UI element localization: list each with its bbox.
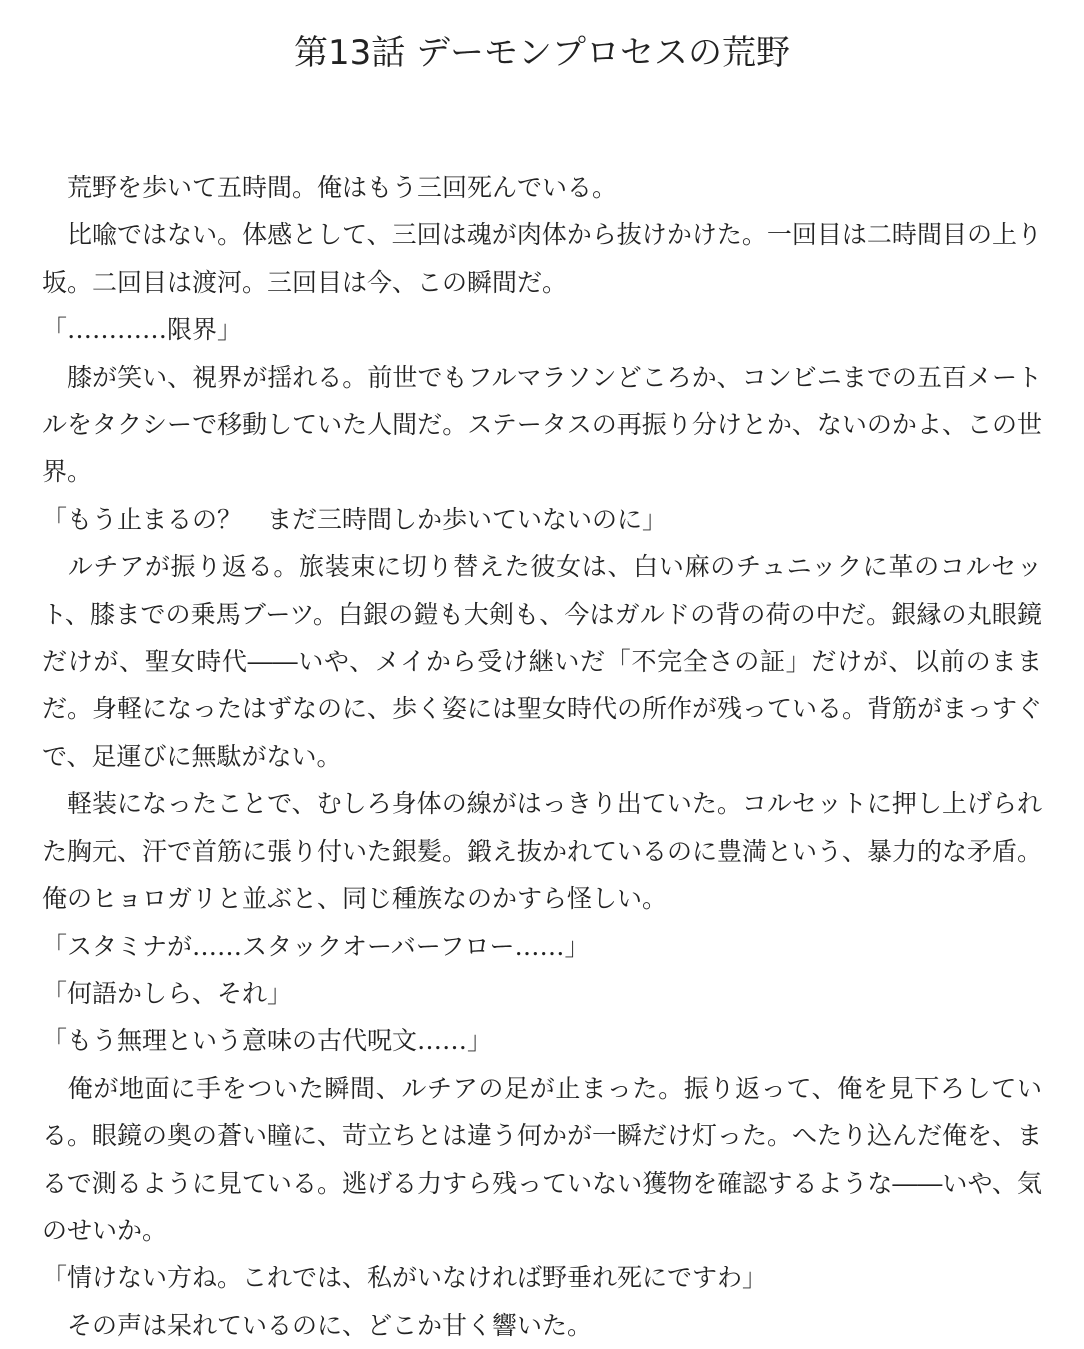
paragraph: その声は呆れているのに、どこか甘く響いた。 [42, 1310, 593, 1340]
chapter-title: 第13話 デーモンプロセスの荒野 [293, 33, 791, 73]
paragraph: 「スタミナが……スタックオーバーフロー……」 [42, 931, 590, 961]
paragraph: ルチアが振り返る。旅装束に切り替えた彼女は、白い麻のチュニックに革のコルセット、膝までの乗馬ブーツ。白銀の鎧も大剣も、今はガルドの背の荷の中だ。銀縁の丸眼鏡だけが、聖女時代――いや、メイから受け継いだ「不完全さの証」だけが、以前のままだ。身軽になったはずなのに、歩く姿には聖女時代の所作が残っている。背筋がまっすぐで、足運びに無駄がない。 [42, 552, 1043, 771]
paragraph: 「もう止まるの？ まだ三時間しか歩いていないのに」 [42, 504, 668, 534]
paragraph: 軽装になったことで、むしろ身体の線がはっきり出ていた。コルセットに押し上げられた胸元、汗で首筋に張り付いた銀髪。鍛え抜かれているのに豊満という、暴力的な矛盾。俺のヒョロガリと並ぶと、同じ種族なのかすら怪しい。 [42, 789, 1043, 914]
paragraph: 俺が地面に手をついた瞬間、ルチアの足が止まった。振り返って、俺を見下ろしている。眼鏡の奥の蒼い瞳に、苛立ちとは違う何かが一瞬だけ灯った。へたり込んだ俺を、まるで測るように見ている。逃げる力すら残っていない獲物を確認するような――いや、気のせいか。 [42, 1073, 1043, 1245]
paragraph: 荒野を歩いて五時間。俺はもう三回死んでいる。 [42, 173, 618, 202]
chapter-body [42, 164, 1042, 1349]
paragraph: 「もう無理という意味の古代呪文……」 [42, 1026, 493, 1056]
paragraph: 膝が笑い、視界が揺れる。前世でもフルマラソンどころか、コンビニまでの五百メートルをタクシーで移動していた人間だ。ステータスの再振り分けとか、ないのかよ、この世界。 [42, 362, 1042, 487]
paragraph: 「何語かしら、それ」 [42, 978, 293, 1008]
paragraph: 「情けない方ね。これでは、私がいなければ野垂れ死にですわ」 [42, 1263, 768, 1293]
paragraph: 「…………限界」 [42, 315, 243, 345]
paragraph: 比喩ではない。体感として、三回は魂が肉体から抜けかけた。一回目は二時間目の上り坂。二回目は渡河。三回目は今、この瞬間だ。 [42, 220, 1042, 297]
